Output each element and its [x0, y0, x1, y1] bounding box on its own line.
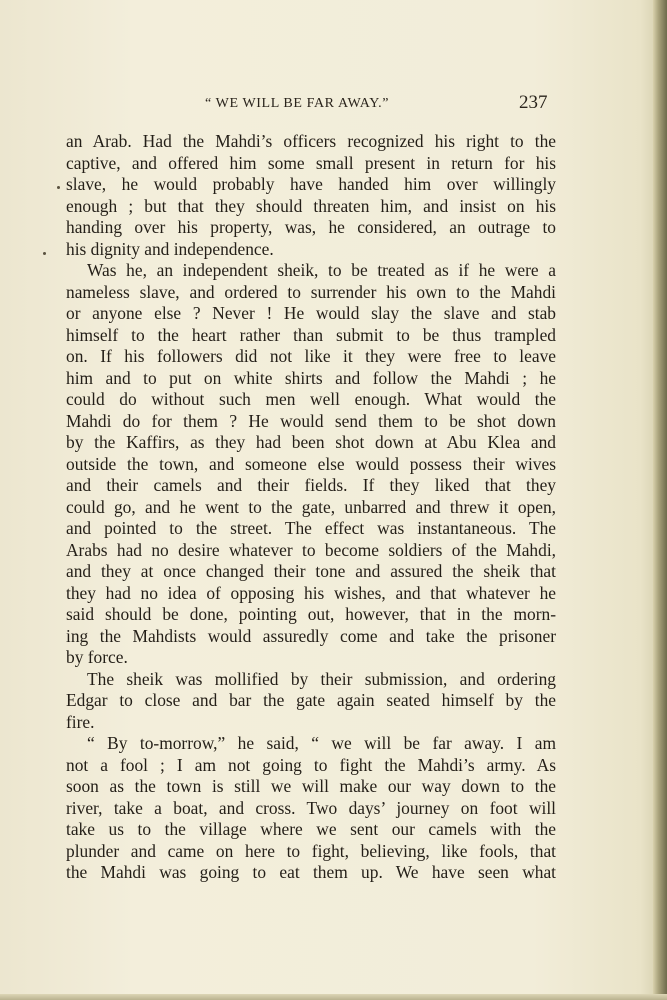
text-line: they had no idea of opposing his wishes, and that whatever he — [66, 582, 556, 603]
print-speck — [43, 252, 46, 255]
text-line: captive, and offered him some small present in return for his — [66, 152, 556, 173]
body-text — [66, 131, 556, 884]
text-line: the Mahdi was going to eat them up. We have seen what — [66, 862, 556, 882]
text-line: soon as the town is still we will make our way down to the — [66, 776, 556, 796]
text-line: nameless slave, and ordered to surrender his own to the Mahdi — [66, 281, 556, 302]
text-line: river, take a boat, and cross. Two days’ journey on foot will — [66, 797, 556, 818]
text-line: his dignity and independence. — [66, 238, 274, 259]
text-line: Mahdi do for them ? He would send them to be shot down — [66, 410, 556, 431]
text-line: Edgar to close and bar the gate again seated himself by the — [66, 690, 556, 710]
text-line: take us to the village where we sent our camels with the — [66, 819, 556, 839]
text-line: or anyone else ? Never ! He would slay the slave and stab — [66, 303, 556, 323]
text-line: himself to the heart rather than submit to be thus trampled — [66, 324, 556, 345]
text-line: handing over his property, was, he considered, an outrage to — [66, 217, 556, 237]
running-head: “ WE WILL BE FAR AWAY.” — [205, 96, 390, 111]
text-line: could go, and he went to the gate, unbarred and threw it open, — [66, 496, 556, 517]
text-line: on. If his followers did not like it they were free to leave — [66, 346, 556, 366]
text-line: ing the Mahdists would assuredly come and take the prisoner — [66, 625, 556, 646]
text-line: an Arab. Had the Mahdi’s officers recognized his right to the — [66, 131, 556, 151]
text-line: by the Kaffirs, as they had been shot down at Abu Klea and — [66, 432, 556, 452]
text-line: slave, he would probably have handed him over willingly — [66, 174, 556, 194]
text-line: and pointed to the street. The effect was instantaneous. The — [66, 518, 556, 538]
text-line: fire. — [66, 711, 95, 732]
text-line: Was he, an independent sheik, to be treated as if he were a — [87, 260, 556, 280]
text-line: could do without such men well enough. What would the — [66, 389, 556, 409]
text-line: and they at once changed their tone and assured the sheik that — [66, 561, 556, 581]
page-edge-shadow — [653, 0, 667, 1000]
text-line: said should be done, pointing out, however, that in the morn- — [66, 604, 556, 624]
text-line: him and to put on white shirts and follow the Mahdi ; he — [66, 367, 556, 388]
print-speck — [57, 186, 60, 189]
text-line: enough ; but that they should threaten him, and insist on his — [66, 195, 556, 216]
text-line: “ By to-morrow,” he said, “ we will be far away. I am — [87, 733, 556, 753]
text-line: and their camels and their fields. If they liked that they — [66, 475, 556, 495]
text-line: plunder and came on here to fight, believing, like fools, that — [66, 840, 556, 861]
text-line: not a fool ; I am not going to fight the Mahdi’s army. As — [66, 754, 556, 775]
page-number: 237 — [519, 92, 548, 113]
text-line: Arabs had no desire whatever to become soldiers of the Mahdi, — [66, 539, 556, 560]
text-line: outside the town, and someone else would possess their wives — [66, 453, 556, 474]
text-line: by force. — [66, 647, 128, 667]
page-bottom-edge — [0, 994, 667, 1000]
text-line: The sheik was mollified by their submission, and ordering — [87, 668, 556, 689]
